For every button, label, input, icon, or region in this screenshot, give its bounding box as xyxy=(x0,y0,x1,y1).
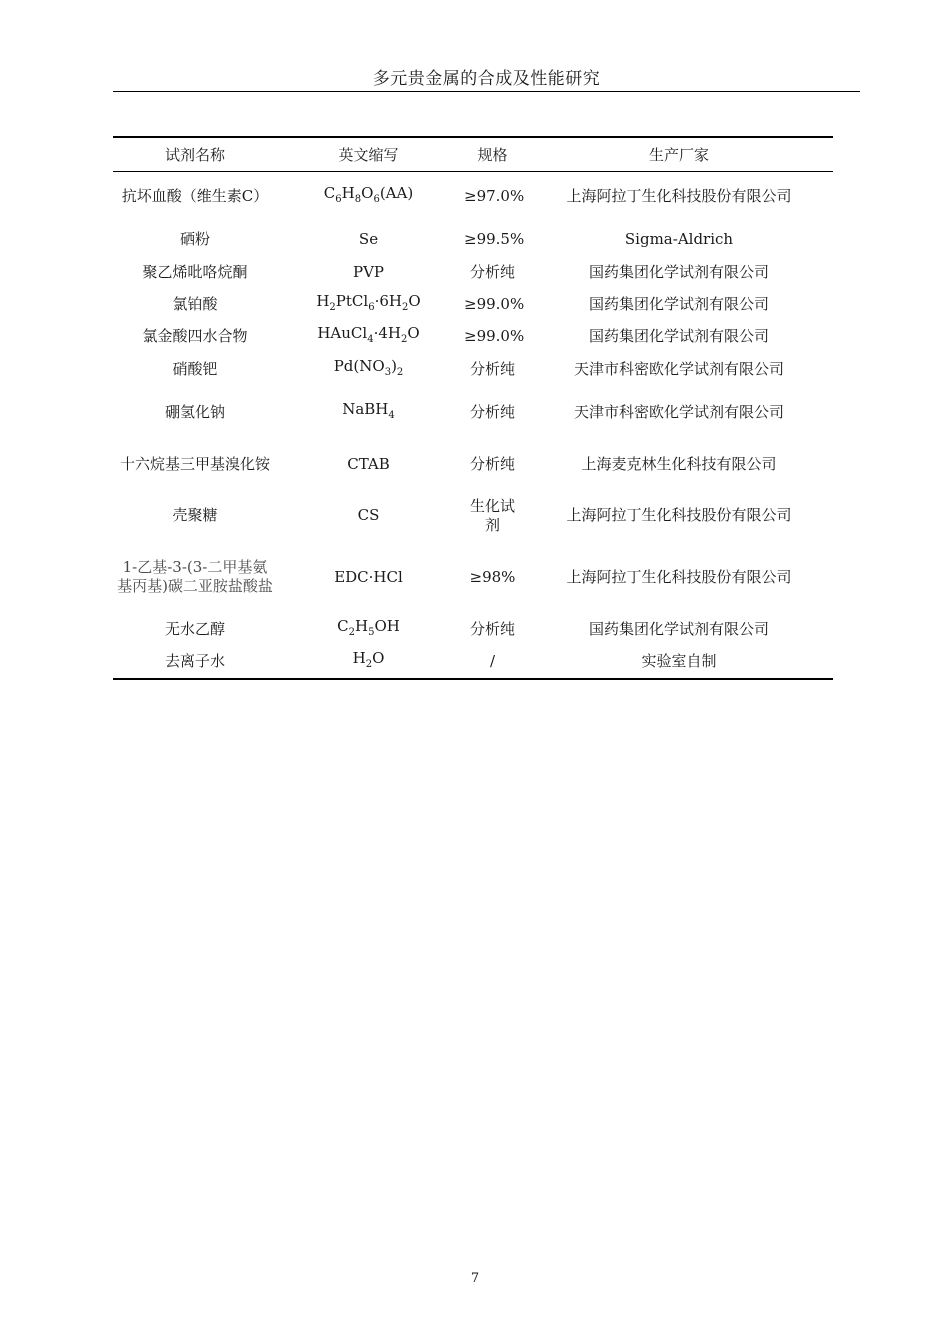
cell-spec: ≥99.5% xyxy=(464,229,525,248)
table-row xyxy=(113,321,833,353)
table-header-row xyxy=(113,137,833,172)
cell-manufacturer: 国药集团化学试剂有限公司 xyxy=(588,327,769,345)
column-header-manufacturer: 生产厂家 xyxy=(648,146,709,164)
cell-abbreviation: CTAB xyxy=(347,454,390,473)
table-row xyxy=(113,439,833,490)
cell-spec: 生化试剂 xyxy=(469,496,515,534)
cell-spec: 分析纯 xyxy=(469,359,515,378)
table-row xyxy=(113,289,833,321)
cell-reagent-name: 无水乙醇 xyxy=(164,619,225,638)
cell-manufacturer: 上海阿拉丁生化科技股份有限公司 xyxy=(566,567,792,586)
cell-abbreviation: $C_6H_8O_6(AA)$ xyxy=(323,184,414,206)
cell-abbreviation: $H_2PtCl_6\cdot 6H_2O$ xyxy=(316,292,421,313)
cell-reagent-name: 去离子水 xyxy=(164,652,225,670)
table-row xyxy=(113,257,833,289)
cell-spec: ≥99.0% xyxy=(464,327,525,345)
column-header-spec: 规格 xyxy=(477,146,508,164)
cell-reagent-name: 抗坏血酸（维生素C） xyxy=(121,187,269,206)
table-row xyxy=(113,222,833,257)
cell-spec: 分析纯 xyxy=(469,263,515,281)
cell-spec: / xyxy=(489,652,496,670)
cell-manufacturer: 实验室自制 xyxy=(641,652,717,670)
cell-spec: 分析纯 xyxy=(469,402,515,421)
cell-reagent-name: 硼氢化钠 xyxy=(164,402,225,421)
reagent-table xyxy=(113,136,833,680)
cell-reagent-name: 1-乙基-3-(3-二甲基氨基丙基)碳二亚胺盐酸盐 xyxy=(117,558,273,595)
cell-manufacturer: 天津市科密欧化学试剂有限公司 xyxy=(573,402,784,421)
cell-manufacturer: 天津市科密欧化学试剂有限公司 xyxy=(573,359,784,378)
cell-spec: ≥98% xyxy=(469,567,516,586)
cell-abbreviation: $C_2H_5OH$ xyxy=(337,616,400,638)
cell-abbreviation: $HAuCl_4\cdot 4H_2O$ xyxy=(317,324,420,345)
cell-abbreviation: EDC·HCl xyxy=(334,567,403,586)
cell-spec: 分析纯 xyxy=(469,454,515,473)
table-row xyxy=(113,646,833,679)
cell-manufacturer: 上海阿拉丁生化科技股份有限公司 xyxy=(566,187,792,206)
table-row xyxy=(113,542,833,613)
column-header-abbr: 英文缩写 xyxy=(338,146,399,164)
cell-manufacturer: Sigma-Aldrich xyxy=(624,229,734,248)
cell-spec: ≥99.0% xyxy=(464,295,525,313)
cell-manufacturer: 国药集团化学试剂有限公司 xyxy=(588,619,769,638)
cell-reagent-name: 硒粉 xyxy=(179,229,210,248)
cell-manufacturer: 国药集团化学试剂有限公司 xyxy=(588,263,769,281)
table-row xyxy=(113,386,833,439)
table-row xyxy=(113,172,833,222)
table-row xyxy=(113,353,833,386)
page-number: 7 xyxy=(470,1271,480,1286)
cell-reagent-name: 硝酸钯 xyxy=(172,359,218,378)
header-divider xyxy=(113,91,860,92)
cell-reagent-name: 十六烷基三甲基溴化铵 xyxy=(119,454,270,473)
cell-reagent-name: 氯金酸四水合物 xyxy=(142,327,248,345)
cell-spec: 分析纯 xyxy=(469,619,515,638)
table-row xyxy=(113,490,833,542)
table-row xyxy=(113,613,833,646)
cell-abbreviation: PVP xyxy=(352,263,385,281)
cell-spec: ≥97.0% xyxy=(464,187,525,206)
cell-abbreviation: $Pd(NO_3)_2$ xyxy=(333,356,404,378)
cell-reagent-name: 聚乙烯吡咯烷酮 xyxy=(142,263,248,281)
cell-manufacturer: 国药集团化学试剂有限公司 xyxy=(588,295,769,313)
page-header-title: 多元贵金属的合成及性能研究 xyxy=(372,69,601,89)
cell-manufacturer: 上海阿拉丁生化科技股份有限公司 xyxy=(566,506,792,524)
cell-abbreviation: CS xyxy=(357,506,380,524)
cell-abbreviation: NaBH$_4$ xyxy=(342,399,395,421)
cell-reagent-name: 氯铂酸 xyxy=(172,295,218,313)
cell-reagent-name: 壳聚糖 xyxy=(172,506,218,524)
column-header-name: 试剂名称 xyxy=(164,146,225,164)
cell-abbreviation: $H_2O$ xyxy=(352,649,385,670)
cell-manufacturer: 上海麦克林生化科技有限公司 xyxy=(581,454,777,473)
cell-abbreviation: Se xyxy=(358,229,379,248)
